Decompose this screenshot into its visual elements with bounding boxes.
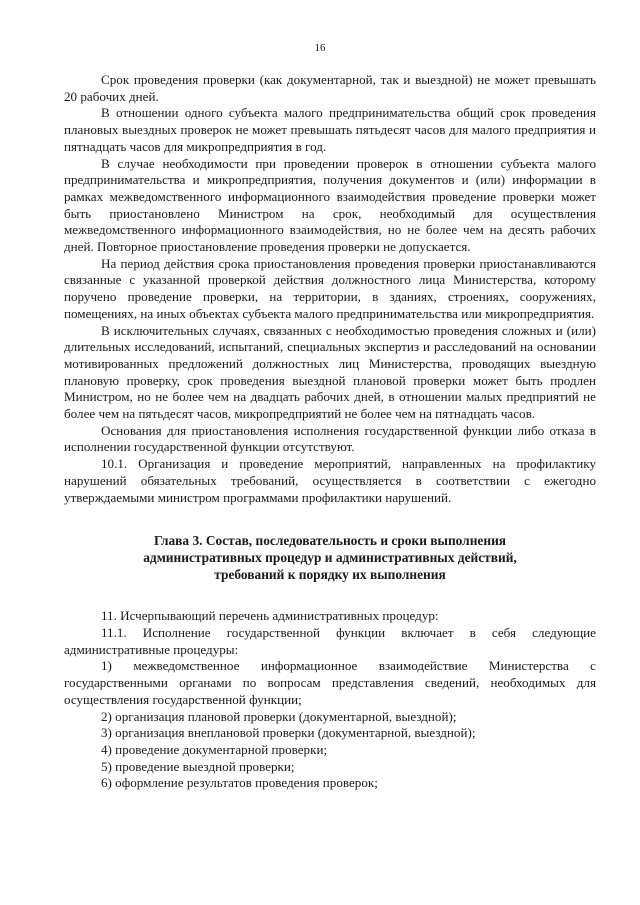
- paragraph: В исключительных случаях, связанных с необходимостью проведения сложных и (или) длительных исследований, испытаний, специальных экспертиз и расследований на основании мотивированных предложений должностных лиц Министерства, проводящих выездную плановую проверку, срок проведения выездной плановой проверки может быть продлен Министром, но не более чем на двадцать рабочих дней, в отношении малых предприятий не более чем на пятьдесят часов, микропредприятий не более чем на пятнадцать часов.: [64, 322, 596, 422]
- chapter-heading-line: Глава 3. Состав, последовательность и сроки выполнения: [153, 533, 507, 549]
- list-item: 6) оформление результатов проведения проверок;: [101, 775, 378, 791]
- chapter-heading-line: административных процедур и административных действий,: [143, 550, 517, 566]
- procedures-list: [64, 608, 596, 792]
- paragraph: 11. Исчерпывающий перечень административных процедур:: [101, 608, 439, 624]
- list-item: 2) организация плановой проверки (документарной, выездной);: [101, 708, 457, 724]
- paragraph: 10.1. Организация и проведение мероприятий, направленных на профилактику нарушений обязательных требований, осуществляется в соответствии с ежегодно утверждаемыми министром программами профилактики нарушений.: [64, 456, 596, 505]
- list-item: 4) проведение документарной проверки;: [101, 741, 328, 757]
- list-item: 3) организация внеплановой проверки (документарной, выездной);: [101, 725, 476, 741]
- paragraph: На период действия срока приостановления проведения проверки приостанавливаются связанные с указанной проверкой действия должностного лица Министерства, которому поручено проведение проверки, на территории, в зданиях, строениях, сооружениях, помещениях, на иных объектах субъекта малого предпринимательства или микропредприятия.: [64, 255, 596, 321]
- chapter-heading: [64, 532, 596, 583]
- paragraph: Основания для приостановления исполнения государственной функции либо отказа в исполнении государственной функции отсутствуют.: [64, 422, 596, 455]
- paragraph: Срок проведения проверки (как документарной, так и выездной) не может превышать 20 рабочих дней.: [64, 72, 596, 104]
- paragraph: 11.1. Исполнение государственной функции включает в себя следующие административные процедуры:: [64, 624, 596, 657]
- list-item: 5) проведение выездной проверки;: [101, 758, 295, 774]
- paragraph: В отношении одного субъекта малого предпринимательства общий срок проведения плановых выездных проверок не может превышать пятьдесят часов для малого предприятия и пятнадцать часов для микропредприятия в год.: [64, 105, 596, 154]
- paragraph: В случае необходимости при проведении проверок в отношении субъекта малого предпринимательства и микропредприятия, получения документов и (или) информации в рамках межведомственного информационного взаимодействия проведение проверки может быть приостановлено Министром на срок, необходимый для осуществления межведомственного информационного взаимодействия, но не более чем на десять рабочих дней. Повторное приостановление проведения проверки не допускается.: [64, 155, 596, 255]
- document-body: [64, 72, 596, 792]
- page-number: 16: [314, 42, 326, 54]
- chapter-heading-line: требований к порядку их выполнения: [214, 567, 446, 583]
- list-item: 1) межведомственное информационное взаимодействие Министерства с государственными органами по вопросам представления сведений, необходимых для осуществления государственной функции;: [64, 658, 596, 707]
